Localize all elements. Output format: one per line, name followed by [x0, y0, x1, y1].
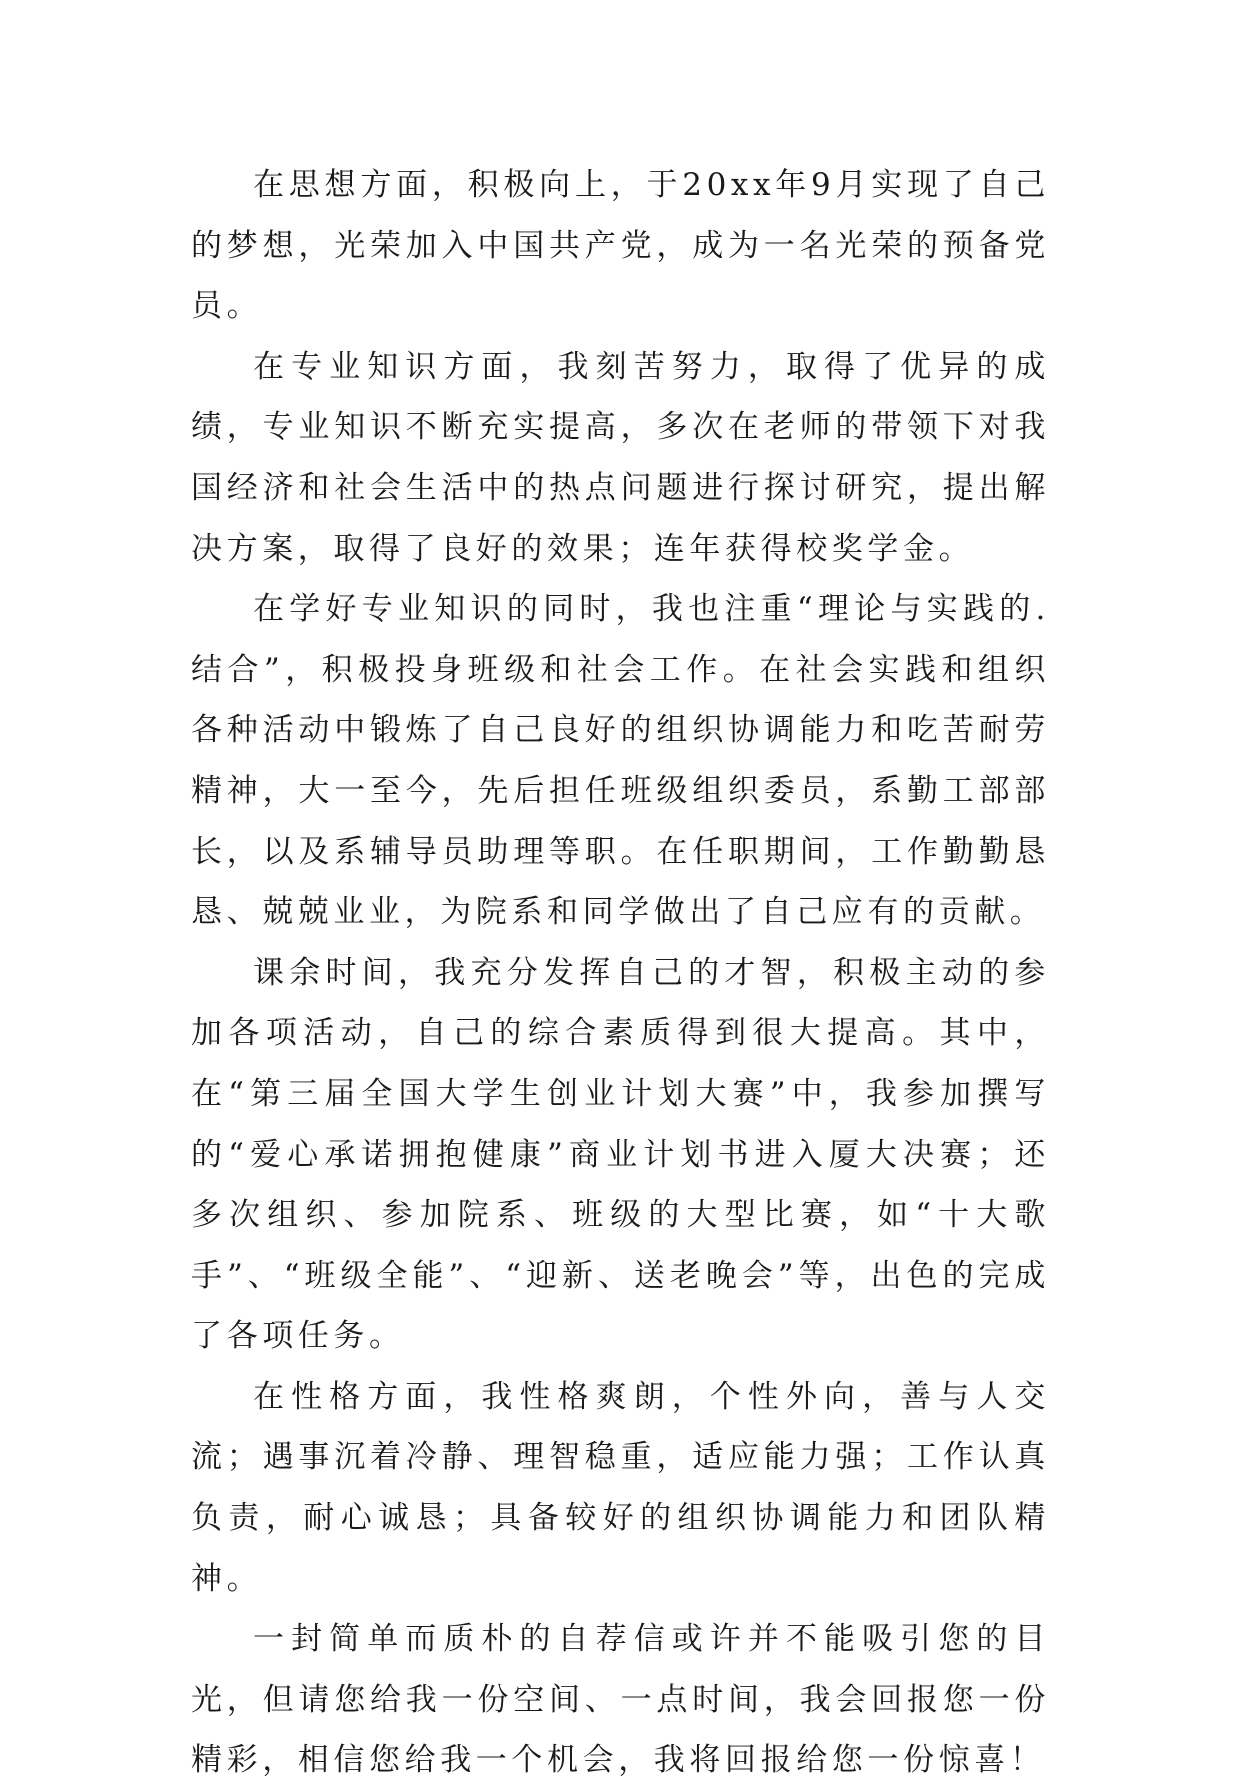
paragraph-closing: 一封简单而质朴的自荐信或许并不能吸引您的目光，但请您给我一份空间、一点时间，我会回报您一份精彩，相信您给我一个机会，我将回报给您一份惊喜！ — [191, 1621, 1050, 1779]
paragraph-extracurricular: 课余时间，我充分发挥自己的才智，积极主动的参加各项活动，自己的综合素质得到很大提高。其中，在“第三届全国大学生创业计划大赛”中，我参加撰写的“爱心承诺拥抱健康”商业计划书进入厦大决赛；还多次组织、参加院系、班级的大型比赛，如“十大歌手”、“班级全能”、“迎新、送老晚会”等，出色的完成了各项任务。 — [191, 954, 1050, 1355]
paragraph-personality: 在性格方面，我性格爽朗，个性外向，善与人交流；遇事沉着冷静、理智稳重，适应能力强；工作认真负责，耐心诚恳；具备较好的组织协调能力和团队精神。 — [191, 1378, 1050, 1597]
document-body — [191, 155, 1050, 1791]
paragraph-ideology: 在思想方面，积极向上，于20xx年9月实现了自己的梦想，光荣加入中国共产党，成为一名光荣的预备党员。 — [191, 167, 1050, 325]
paragraph-professional-knowledge: 在专业知识方面，我刻苦努力，取得了优异的成绩，专业知识不断充实提高，多次在老师的带领下对我国经济和社会生活中的热点问题进行探讨研究，提出解决方案，取得了良好的效果；连年获得校奖学金。 — [191, 348, 1050, 567]
paragraph-practice-work: 在学好专业知识的同时，我也注重“理论与实践的.结合”，积极投身班级和社会工作。在社会实践和组织各种活动中锻炼了自己良好的组织协调能力和吃苦耐劳精神，大一至今，先后担任班级组织委员，系勤工部部长，以及系辅导员助理等职。在任职期间，工作勤勤恳恳、兢兢业业，为院系和同学做出了自己应有的贡献。 — [191, 591, 1050, 931]
